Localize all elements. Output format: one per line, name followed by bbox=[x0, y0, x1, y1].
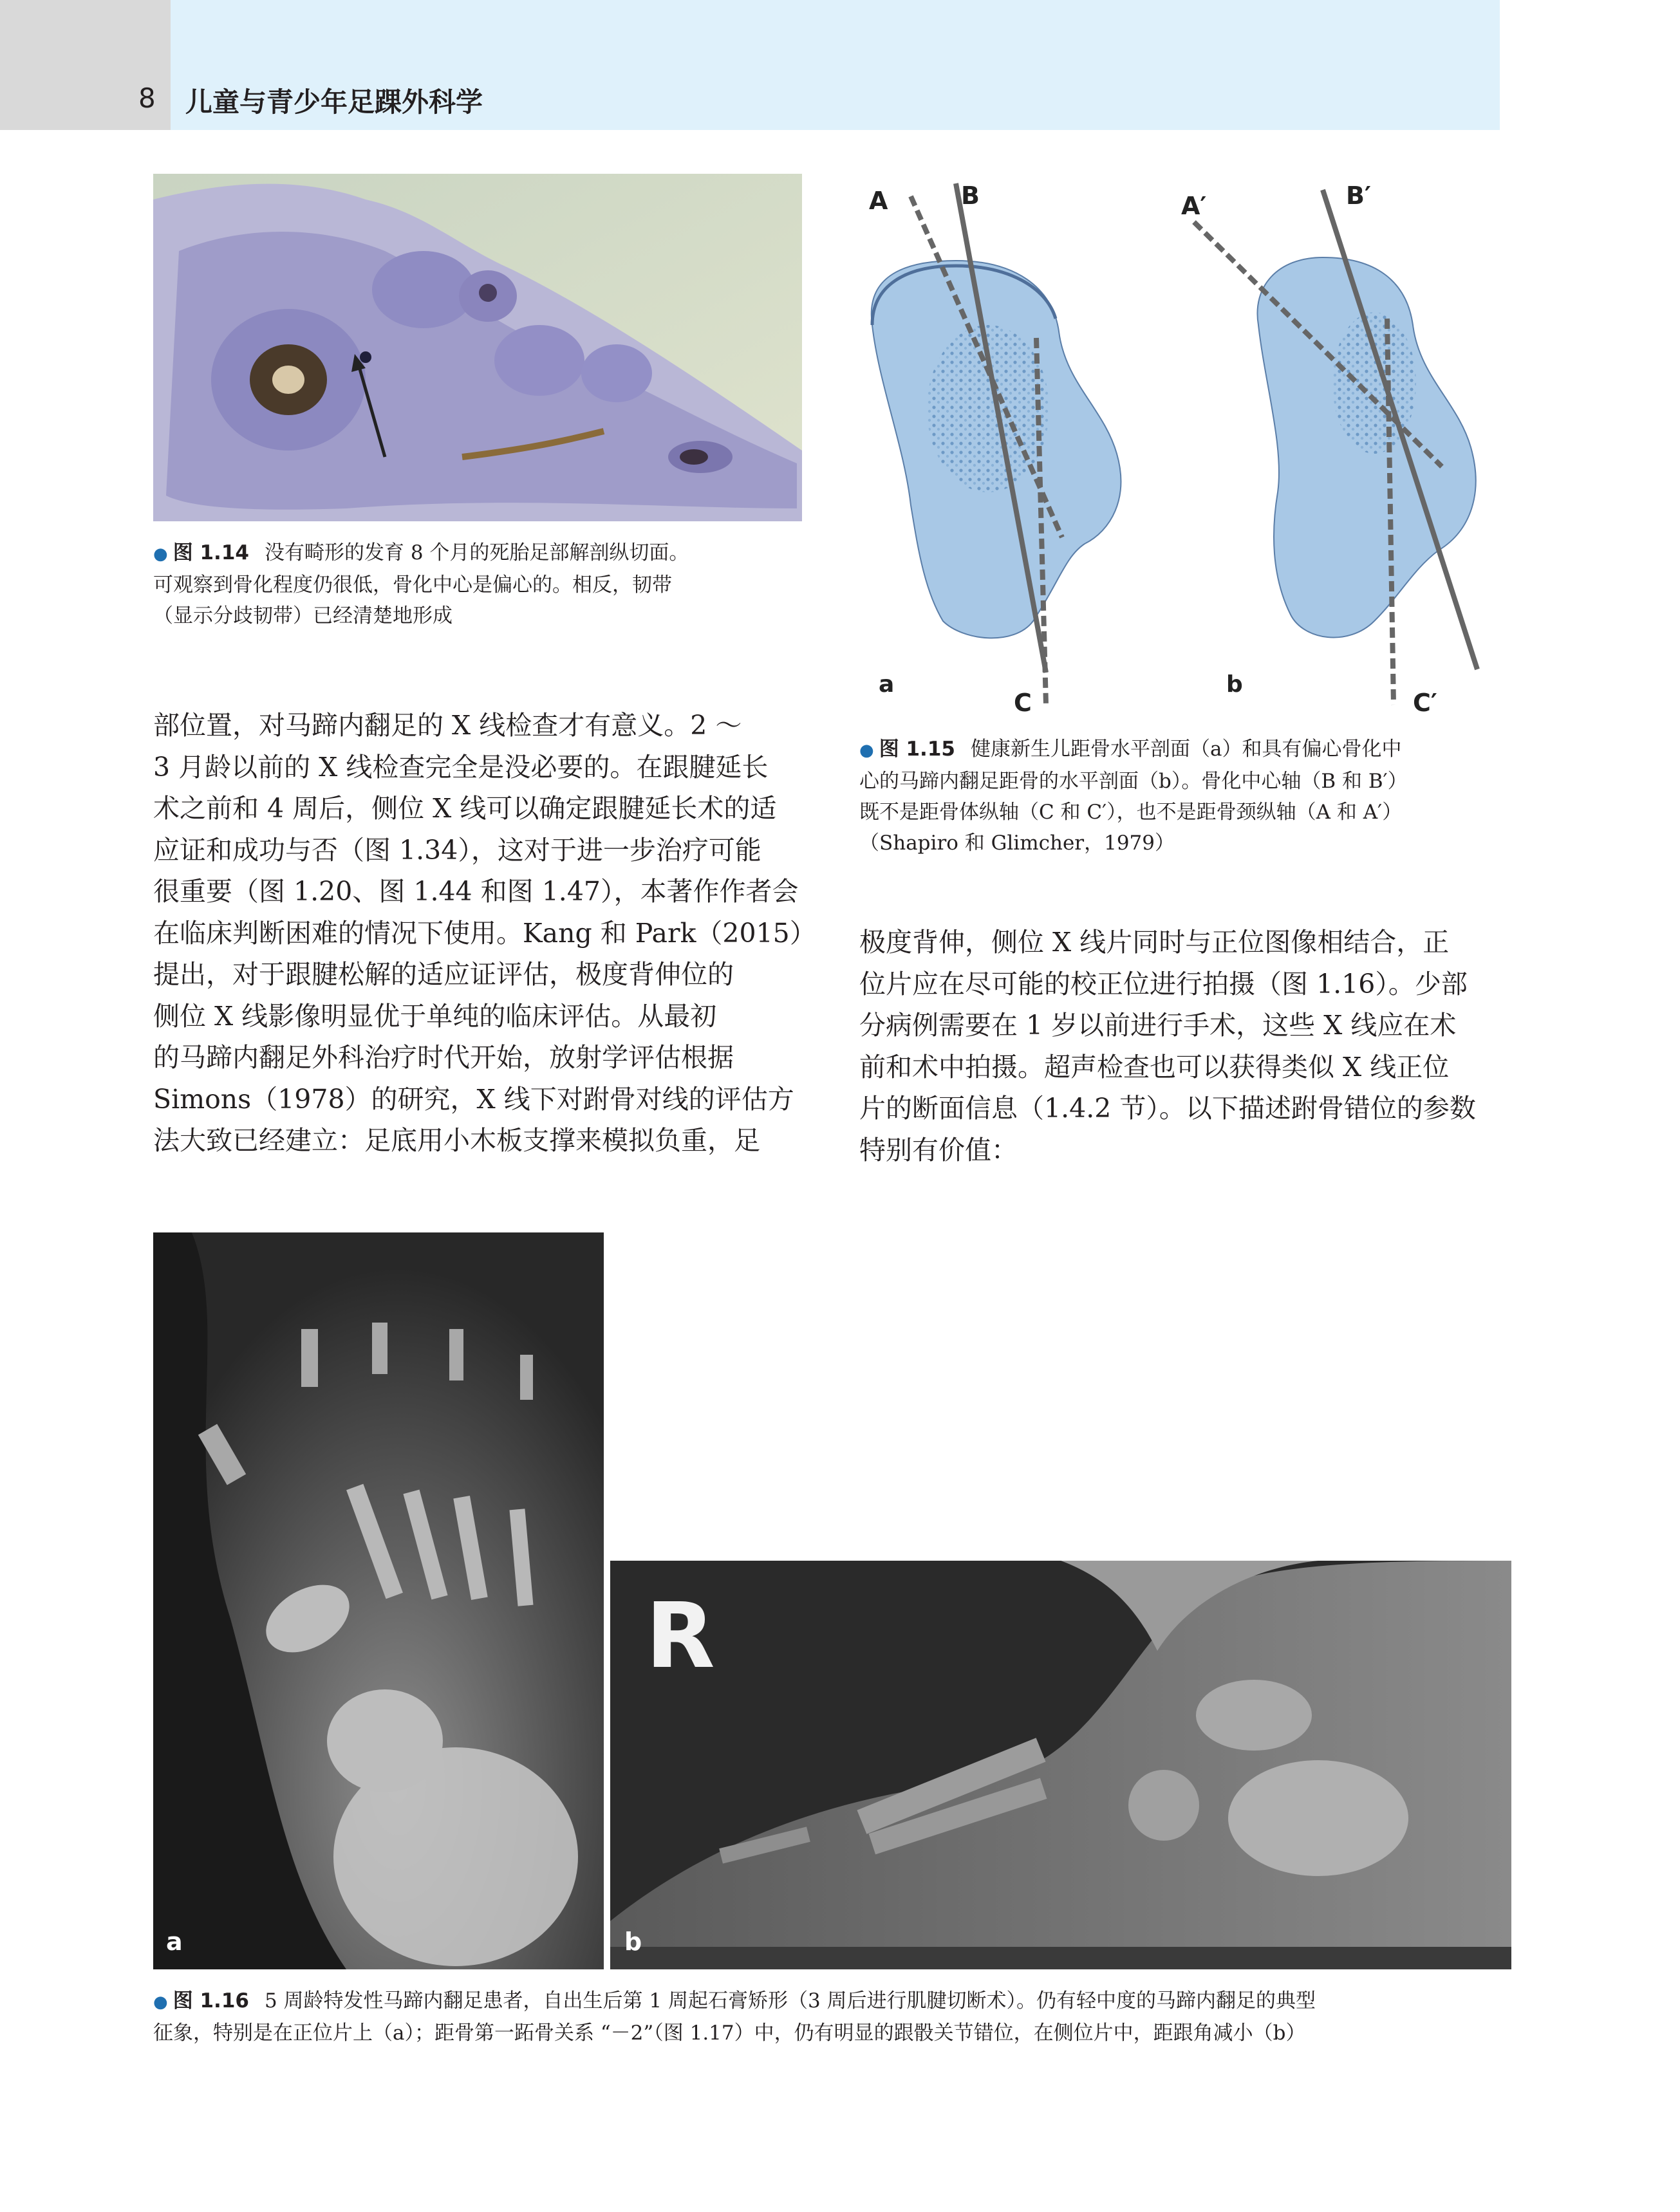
panel-b-label: b bbox=[1226, 671, 1243, 698]
body-line: 部位置，对马蹄内翻足的 X 线检查才有意义。2 ～ bbox=[153, 710, 742, 741]
label-C: C bbox=[1014, 689, 1032, 717]
panel-a-letter: a bbox=[166, 1928, 183, 1956]
figure-1-15-caption bbox=[859, 734, 1522, 859]
figure-1-16-xray-ap bbox=[153, 1232, 604, 1969]
body-line: 3 月龄以前的 X 线检查完全是没必要的。在跟腱延长 bbox=[153, 751, 769, 783]
body-line: 提出，对于跟腱松解的适应证评估，极度背伸位的 bbox=[153, 959, 734, 990]
figure-1-14-caption bbox=[153, 537, 803, 631]
caption-line: 健康新生儿距骨水平剖面（a）和具有偏心骨化中 bbox=[970, 738, 1402, 761]
talus-axes-diagram bbox=[859, 171, 1522, 718]
body-line: 极度背伸，侧位 X 线片同时与正位图像相结合，正 bbox=[859, 927, 1450, 958]
body-line: 特别有价值： bbox=[859, 1134, 1018, 1166]
panel-b-letter: b bbox=[624, 1928, 642, 1956]
left-body-column bbox=[153, 705, 816, 1162]
bullet-icon: ● bbox=[859, 741, 874, 760]
figure-label: 图 1.16 bbox=[173, 1989, 249, 2012]
body-line: 很重要（图 1.20、图 1.44 和图 1.47），本著作作者会 bbox=[153, 876, 799, 907]
body-line: 在临床判断困难的情况下使用。Kang 和 Park（2015） bbox=[153, 917, 816, 949]
caption-line: （Shapiro 和 Glimcher，1979） bbox=[859, 832, 1175, 855]
body-line: Simons（1978）的研究，X 线下对跗骨对线的评估方 bbox=[153, 1083, 794, 1115]
label-B: B bbox=[961, 181, 980, 210]
xray-marker-r: R bbox=[646, 1584, 715, 1689]
figure-1-14-image bbox=[153, 174, 802, 521]
panel-a-label: a bbox=[879, 671, 895, 698]
figure-1-16-caption bbox=[153, 1985, 1524, 2049]
body-line: 的马蹄内翻足外科治疗时代开始，放射学评估根据 bbox=[153, 1042, 734, 1073]
ap-xray-illustration bbox=[153, 1232, 604, 1969]
caption-line: 5 周龄特发性马蹄内翻足患者，自出生后第 1 周起石膏矫形（3 周后进行肌腱切断术）。仍有轻中度的马蹄内翻足的典型 bbox=[264, 1989, 1316, 2012]
page-number: 8 bbox=[138, 82, 156, 114]
caption-line: （显示分歧韧带）已经清楚地形成 bbox=[153, 604, 453, 627]
bullet-icon: ● bbox=[153, 544, 168, 564]
figure-label: 图 1.14 bbox=[173, 541, 249, 564]
bullet-icon: ● bbox=[153, 1993, 168, 2012]
figure-1-15-diagram bbox=[859, 171, 1522, 718]
body-line: 位片应在尽可能的校正位进行拍摄（图 1.16）。少部 bbox=[859, 968, 1468, 999]
label-C-prime: C′ bbox=[1413, 689, 1437, 717]
body-line: 应证和成功与否（图 1.34），这对于进一步治疗可能 bbox=[153, 834, 761, 866]
figure-label: 图 1.15 bbox=[879, 738, 955, 761]
body-line: 法大致已经建立：足底用小木板支撑来模拟负重，足 bbox=[153, 1125, 760, 1156]
lateral-xray-illustration bbox=[610, 1561, 1511, 1969]
caption-line: 没有畸形的发育 8 个月的死胎足部解剖纵切面。 bbox=[264, 541, 689, 564]
body-line: 侧位 X 线影像明显优于单纯的临床评估。从最初 bbox=[153, 1000, 717, 1032]
body-line: 分病例需要在 1 岁以前进行手术，这些 X 线应在术 bbox=[859, 1010, 1457, 1041]
caption-line: 心的马蹄内翻足距骨的水平剖面（b）。骨化中心轴（B 和 B′） bbox=[859, 770, 1408, 793]
label-A: A bbox=[869, 187, 888, 215]
label-B-prime: B′ bbox=[1346, 181, 1371, 210]
body-line: 片的断面信息（1.4.2 节）。以下描述跗骨错位的参数 bbox=[859, 1093, 1476, 1124]
right-body-column bbox=[859, 922, 1522, 1171]
body-line: 术之前和 4 周后，侧位 X 线可以确定跟腱延长术的适 bbox=[153, 793, 777, 824]
caption-line: 可观察到骨化程度仍很低，骨化中心是偏心的。相反，韧带 bbox=[153, 573, 672, 597]
caption-line: 征象，特别是在正位片上（a）；距骨第一跖骨关系 “－2”（图 1.17）中，仍有明显的跟骰关节错位，在侧位片中，距跟角减小（b） bbox=[153, 2021, 1306, 2045]
histology-section-illustration bbox=[153, 174, 802, 521]
caption-line: 既不是距骨体纵轴（C 和 C′），也不是距骨颈纵轴（A 和 A′） bbox=[859, 801, 1403, 824]
label-A-prime: A′ bbox=[1181, 192, 1207, 220]
figure-1-16-xray-lateral bbox=[610, 1561, 1511, 1969]
running-title: 儿童与青少年足踝外科学 bbox=[185, 86, 483, 118]
body-line: 前和术中拍摄。超声检查也可以获得类似 X 线正位 bbox=[859, 1051, 1450, 1083]
